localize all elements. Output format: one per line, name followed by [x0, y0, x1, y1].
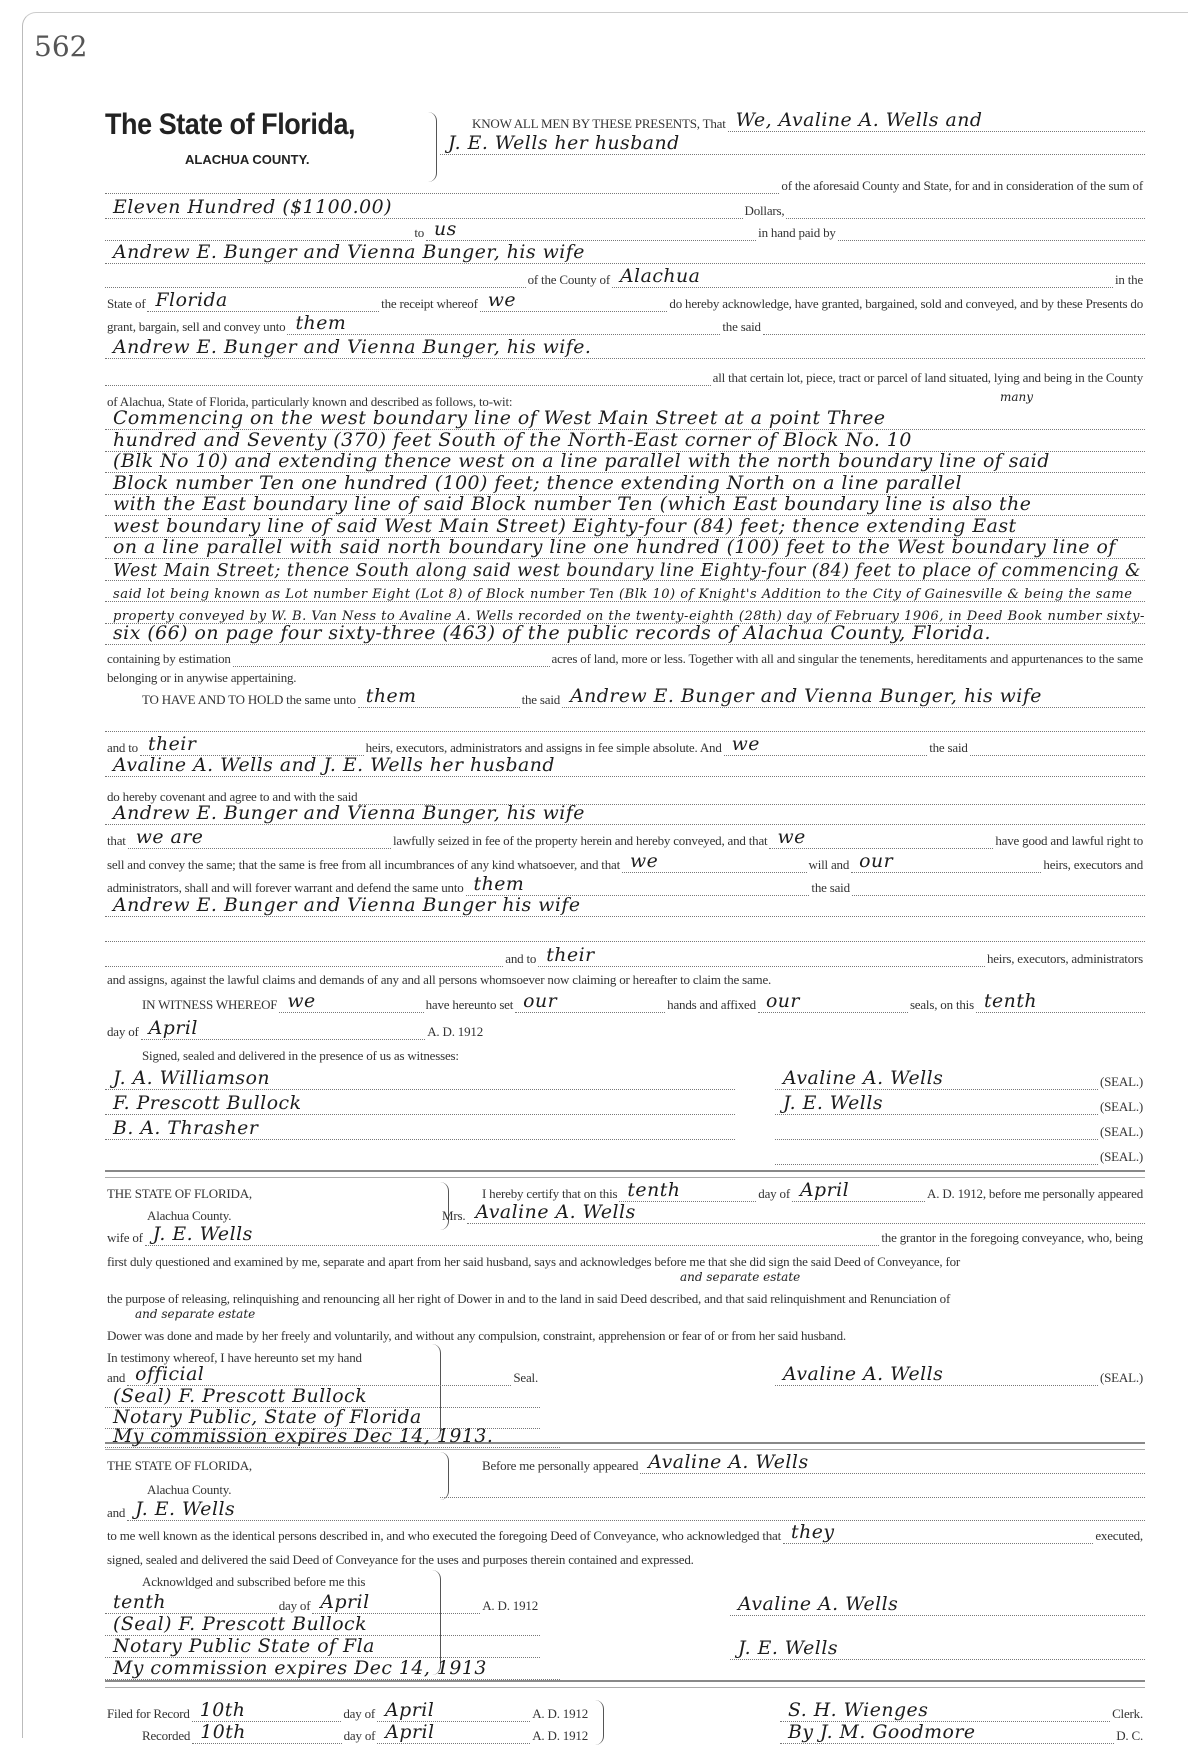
handwritten-entry: Florida	[147, 292, 379, 312]
handwritten-entry: our	[851, 853, 1041, 873]
handwritten-entry: we	[769, 829, 993, 849]
handwritten-entry: Avaline A. Wells	[775, 1070, 1098, 1090]
printed-text: In testimony whereof, I have hereunto set my hand	[107, 1350, 362, 1365]
deed-line	[775, 1093, 1145, 1115]
blank-fill-line	[105, 731, 1145, 732]
deed-line	[480, 1452, 1145, 1474]
blank-fill-line	[838, 240, 1145, 241]
document-title: The State of Florida,	[105, 108, 356, 141]
printed-text: do hereby acknowledge, have granted, bargained, sold and conveyed, and by these Presents do	[669, 296, 1143, 311]
printed-text: D. C.	[1116, 1728, 1143, 1743]
handwritten-entry: April	[312, 1594, 480, 1614]
printed-text: Alachua County.	[147, 1208, 232, 1223]
deed-line	[105, 1522, 1145, 1544]
printed-text: in hand paid by	[758, 225, 836, 240]
printed-text: of Alachua, State of Florida, particularly known and described as follows, to-wit:	[107, 394, 513, 409]
handwritten-entry: their	[140, 736, 364, 756]
handwritten-entry: My commission expires Dec 14, 1913	[105, 1660, 560, 1680]
printed-text: Dollars,	[744, 203, 785, 218]
handwritten-entry: Avaline A. Wells	[640, 1454, 1145, 1474]
printed-text: heirs, executors and	[1043, 857, 1143, 872]
interlineation: and separate estate	[135, 1307, 256, 1321]
printed-text: containing by estimation	[107, 651, 231, 666]
interlineation: and separate estate	[680, 1270, 801, 1284]
blank-fill-line	[105, 385, 711, 386]
handwritten-entry: J. E. Wells	[145, 1226, 880, 1246]
handwritten-entry: J. E. Wells	[127, 1501, 1145, 1521]
deed-line	[145, 1202, 380, 1224]
printed-text: have hereunto set	[425, 997, 514, 1012]
deed-line	[105, 559, 1145, 581]
handwritten-entry: said lot being known as Lot number Eight (Lot 8) of Block number Ten (Blk 10) of Knight's Addition to the City of Gainesville & being the same	[105, 588, 1145, 602]
brace	[595, 1700, 604, 1745]
deed-line	[440, 1202, 1145, 1224]
deed-line	[105, 755, 1145, 777]
printed-text: heirs, executors, administrators	[986, 951, 1143, 966]
printed-text: A. D. 1912	[532, 1706, 588, 1721]
printed-text: TO HAVE AND TO HOLD the same unto	[142, 692, 356, 707]
handwritten-entry: Andrew E. Bunger and Vienna Bunger, his wife	[105, 244, 1145, 264]
printed-text: Signed, sealed and delivered in the presence of us as witnesses:	[142, 1048, 459, 1063]
deed-line	[140, 686, 1145, 708]
printed-text: lawfully seized in fee of the property herein and hereby conveyed, and that	[392, 833, 768, 848]
printed-text: in the	[1114, 272, 1144, 287]
printed-text: (SEAL.)	[1099, 1149, 1143, 1164]
handwritten-entry: them	[358, 688, 520, 708]
printed-text: THE STATE OF FLORIDA,	[107, 1458, 252, 1473]
deed-line	[105, 1248, 1145, 1270]
printed-text: day of	[278, 1598, 311, 1613]
deed-line	[105, 710, 1145, 732]
deed-line	[105, 851, 1145, 873]
deed-line	[105, 494, 1145, 516]
deed-line	[105, 1180, 380, 1202]
deed-line	[140, 991, 1145, 1013]
blank-fill-line	[105, 287, 526, 288]
section-divider	[105, 1680, 1145, 1688]
printed-text: and	[107, 1370, 126, 1385]
deed-line	[140, 1042, 700, 1064]
printed-text: and	[107, 1505, 126, 1520]
deed-line	[105, 473, 1145, 495]
printed-text: the said	[811, 880, 850, 895]
printed-text: Dower was done and made by her freely and voluntarily, and without any compulsion, constraint, apprehension or fear of or from her said husband.	[107, 1328, 846, 1343]
deed-line	[105, 1452, 380, 1474]
deed-line	[105, 408, 1145, 430]
handwritten-entry: tenth	[619, 1182, 756, 1202]
deed-line	[105, 242, 1145, 264]
handwritten-entry: (Seal) F. Prescott Bullock	[105, 1616, 540, 1636]
printed-text: KNOW ALL MEN BY THESE PRESENTS, That	[472, 116, 726, 131]
printed-text: A. D. 1912	[427, 1024, 483, 1039]
deed-line	[105, 451, 1145, 473]
printed-text: Filed for Record	[107, 1706, 190, 1721]
deed-line	[105, 1658, 560, 1680]
deed-line	[105, 516, 1145, 538]
handwritten-entry: Notary Public State of Fla	[105, 1638, 540, 1658]
handwritten-entry: F. Prescott Bullock	[105, 1095, 735, 1115]
printed-text: wife of	[107, 1230, 143, 1245]
deed-line	[775, 1118, 1145, 1140]
handwritten-entry: Andrew E. Bunger and Vienna Bunger his wife	[105, 897, 1145, 917]
printed-text: Seal.	[513, 1370, 538, 1385]
interlineation: many	[1000, 390, 1034, 404]
deed-line	[105, 172, 1145, 194]
deed-line	[105, 1386, 540, 1408]
deed-line	[105, 1364, 540, 1386]
handwritten-entry: property conveyed by W. B. Van Ness to Avaline A. Wells recorded on the twenty-eighth (28th) day of February 1906, in Deed Book number sixty-	[105, 610, 1145, 624]
deed-line	[105, 1700, 590, 1722]
deed-line	[105, 388, 1145, 410]
printed-text: (SEAL.)	[1099, 1124, 1143, 1139]
handwritten-entry: Avaline A. Wells and J. E. Wells her husband	[105, 757, 1145, 777]
deed-line	[105, 783, 1145, 805]
deed-line	[105, 1426, 560, 1448]
section-divider	[105, 1170, 1145, 1178]
handwritten-entry: six (66) on page four sixty-three (463) of the public records of Alachua County, Florida.	[105, 625, 1145, 645]
printed-text: of the County of	[527, 272, 610, 287]
handwritten-entry: West Main Street; thence South along said west boundary line Eighty-four (84) feet to place of commencing &	[105, 563, 1145, 581]
deed-line	[105, 623, 1145, 645]
printed-text: A. D. 1912	[482, 1598, 538, 1613]
printed-text: belonging or in anywise appertaining.	[107, 670, 297, 685]
handwritten-entry: their	[538, 947, 985, 967]
handwritten-entry: B. A. Thrasher	[105, 1120, 735, 1140]
handwritten-entry: official	[127, 1366, 511, 1386]
handwritten-entry: we	[724, 736, 928, 756]
deed-line	[105, 537, 1145, 559]
blank-fill-line	[105, 240, 412, 241]
blank-fill-line	[105, 193, 779, 194]
printed-text: (SEAL.)	[1099, 1099, 1143, 1114]
printed-text: Mrs.	[442, 1208, 466, 1223]
blank-fill-line	[763, 334, 1145, 335]
deed-line	[105, 337, 1145, 359]
printed-text: grant, bargain, sell and convey unto	[107, 319, 286, 334]
printed-text: day of	[343, 1706, 376, 1721]
printed-text: the said	[929, 740, 968, 755]
deed-line	[105, 313, 1145, 335]
printed-text: executed,	[1095, 1528, 1143, 1543]
printed-text: day of	[343, 1728, 376, 1743]
handwritten-entry: S. H. Wienges	[780, 1702, 1110, 1722]
handwritten-entry: them	[287, 315, 720, 335]
printed-text: (SEAL.)	[1099, 1370, 1143, 1385]
printed-text: Clerk.	[1112, 1706, 1143, 1721]
handwritten-entry: our	[515, 993, 665, 1013]
deed-line	[105, 1636, 540, 1658]
deed-line	[780, 1722, 1145, 1744]
handwritten-entry: April	[141, 1020, 426, 1040]
handwritten-entry: Notary Public, State of Florida	[105, 1409, 540, 1429]
deed-line	[470, 110, 1145, 132]
deed-line	[105, 1546, 1145, 1568]
deed-line	[105, 966, 1145, 988]
blank-fill-line	[440, 1497, 1145, 1498]
handwritten-entry: My commission expires Dec 14, 1913.	[105, 1428, 560, 1448]
deed-line	[105, 1118, 735, 1140]
blank-fill-line	[775, 1139, 1098, 1140]
deed-line	[730, 1638, 1145, 1660]
printed-text: I hereby certify that on this	[482, 1186, 618, 1201]
printed-text: THE STATE OF FLORIDA,	[107, 1186, 252, 1201]
handwritten-entry: Andrew E. Bunger and Vienna Bunger, his wife.	[105, 339, 1145, 359]
deed-line	[775, 1068, 1145, 1090]
handwritten-entry: J. E. Wells her husband	[440, 135, 1145, 155]
handwritten-entry: April	[377, 1702, 530, 1722]
deed-line	[105, 1614, 540, 1636]
handwritten-entry: we	[480, 292, 668, 312]
printed-text: do hereby covenant and agree to and with the said	[107, 789, 358, 804]
handwritten-entry: they	[783, 1524, 1093, 1544]
handwritten-entry: hundred and Seventy (370) feet South of the North-East corner of Block No. 10	[105, 432, 1145, 452]
handwritten-entry: west boundary line of said West Main Street) Eighty-four (84) feet; thence extending East	[105, 518, 1145, 538]
printed-text: Acknowldged and subscribed before me this	[142, 1574, 366, 1589]
printed-text: Before me personally appeared	[482, 1458, 639, 1473]
handwritten-entry: Block number Ten one hundred (100) feet; thence extending North on a line parallel	[105, 475, 1145, 495]
printed-text: day of	[758, 1186, 790, 1201]
handwritten-entry: them	[466, 876, 810, 896]
printed-text: Alachua County.	[147, 1482, 232, 1497]
handwritten-entry: Eleven Hundred ($1100.00)	[105, 199, 743, 219]
deed-line	[105, 266, 1145, 288]
printed-text: day of	[107, 1024, 139, 1039]
printed-text: A. D. 1912	[532, 1728, 589, 1743]
printed-text: State of	[107, 296, 146, 311]
printed-text: to	[414, 225, 425, 240]
printed-text: that	[107, 833, 126, 848]
handwritten-entry: Andrew E. Bunger and Vienna Bunger, his wife	[105, 805, 1145, 825]
printed-text: and to	[107, 740, 138, 755]
handwritten-entry: our	[758, 993, 908, 1013]
handwritten-entry: us	[426, 221, 756, 241]
county-heading: ALACHUA COUNTY.	[185, 152, 310, 167]
deed-line	[440, 133, 1145, 155]
deed-line	[105, 219, 1145, 241]
printed-text: the receipt whereof	[381, 296, 478, 311]
deed-line	[105, 580, 1145, 602]
printed-text: have good and lawful right to	[995, 833, 1143, 848]
handwritten-entry: J. E. Wells	[730, 1640, 1145, 1660]
deed-line	[105, 874, 1145, 896]
deed-line	[730, 1594, 1145, 1616]
deed-line	[105, 430, 1145, 452]
printed-text: the said	[722, 319, 761, 334]
handwritten-entry: 10th	[192, 1724, 341, 1744]
printed-text: heirs, executors, administrators and assigns in fee simple absolute. And	[365, 740, 722, 755]
handwritten-entry: Avaline A. Wells	[775, 1366, 1098, 1386]
deed-line	[140, 1722, 590, 1744]
printed-text: (SEAL.)	[1099, 1074, 1143, 1089]
printed-text: A. D. 1912, before me personally appeared	[927, 1186, 1144, 1201]
deed-line	[480, 1180, 1145, 1202]
printed-text: sell and convey the same; that the same is free from all incumbrances of any kind whatsoever, and that	[107, 857, 620, 872]
handwritten-entry: (Seal) F. Prescott Bullock	[105, 1388, 540, 1408]
deed-line	[105, 945, 1145, 967]
deed-line	[105, 895, 1145, 917]
handwritten-entry: 10th	[192, 1702, 342, 1722]
printed-text: Recorded	[142, 1728, 191, 1743]
deed-line	[105, 1322, 1145, 1344]
deed-line	[105, 827, 1145, 849]
printed-text: the grantor in the foregoing conveyance, who, being	[881, 1230, 1143, 1245]
deed-line	[105, 1285, 1145, 1307]
handwritten-entry: (Blk No 10) and extending thence west on a line parallel with the north boundary line of said	[105, 453, 1145, 473]
handwritten-entry: By J. M. Goodmore	[780, 1724, 1114, 1744]
deed-line	[105, 290, 1145, 312]
deed-line	[105, 1018, 485, 1040]
deed-line	[105, 1068, 735, 1090]
printed-text: signed, sealed and delivered the said Deed of Conveyance for the uses and purposes therein contained and expressed.	[107, 1552, 694, 1567]
handwritten-entry: J. E. Wells	[775, 1095, 1098, 1115]
handwritten-entry: Avaline A. Wells	[467, 1204, 1145, 1224]
handwritten-entry: tenth	[105, 1594, 277, 1614]
printed-text: to me well known as the identical persons described in, and who executed the foregoing Deed of Conveyance, who acknowledged that	[107, 1528, 782, 1543]
deed-line	[105, 1093, 735, 1115]
printed-text: acres of land, more or less. Together with all and singular the tenements, hereditaments and appurtenances to the same	[551, 651, 1143, 666]
deed-line	[105, 803, 1145, 825]
handwritten-entry: we	[279, 993, 423, 1013]
page-number: 562	[34, 30, 88, 63]
deed-line	[105, 920, 1145, 942]
deed-line	[105, 1592, 540, 1614]
deed-line	[775, 1143, 1145, 1165]
printed-text: first duly questioned and examined by me, separate and apart from her said husband, says and acknowledges before me that she did sign the said Deed of Conveyance, for	[107, 1254, 961, 1269]
handwritten-entry: April	[377, 1724, 530, 1744]
deed-line	[780, 1700, 1145, 1722]
handwritten-entry: with the East boundary line of said Block number Ten (which East boundary line is also the	[105, 496, 1145, 516]
handwritten-entry: we are	[128, 829, 391, 849]
handwritten-entry: Alachua	[612, 268, 1113, 288]
handwritten-entry: Andrew E. Bunger and Vienna Bunger, his wife	[562, 688, 1145, 708]
handwritten-entry: tenth	[976, 993, 1145, 1013]
printed-text: hands and affixed	[667, 997, 756, 1012]
deed-line	[105, 1224, 1145, 1246]
deed-line	[105, 664, 1145, 686]
deed-line	[440, 1476, 1145, 1498]
printed-text: IN WITNESS WHEREOF	[142, 997, 278, 1012]
printed-text: seals, on this	[909, 997, 974, 1012]
blank-fill-line	[775, 1164, 1098, 1165]
blank-fill-line	[105, 941, 1145, 942]
printed-text: and to	[505, 951, 537, 966]
deed-line	[105, 364, 1145, 386]
deed-line	[140, 1568, 540, 1590]
handwritten-entry: Avaline A. Wells	[730, 1596, 1145, 1616]
printed-text: of the aforesaid County and State, for and in consideration of the sum of	[781, 178, 1143, 193]
printed-text: administrators, shall and will forever warrant and defend the same unto	[107, 880, 464, 895]
deed-line	[105, 734, 1145, 756]
printed-text: the said	[521, 692, 561, 707]
handwritten-entry: J. A. Williamson	[105, 1070, 735, 1090]
deed-line	[775, 1364, 1145, 1386]
deed-line	[105, 197, 1145, 219]
handwritten-entry: on a line parallel with said north boundary line one hundred (100) feet to the West boundary line of	[105, 539, 1145, 559]
deed-line	[105, 602, 1145, 624]
deed-line	[105, 1499, 1145, 1521]
deed-line	[105, 1344, 540, 1366]
printed-text: and assigns, against the lawful claims and demands of any and all persons whomsoever now claiming or hereafter to claim the same.	[107, 972, 772, 987]
handwritten-entry: Commencing on the west boundary line of West Main Street at a point Three	[105, 410, 1145, 430]
handwritten-entry: We, Avaline A. Wells and	[728, 112, 1145, 132]
printed-text: will and	[808, 857, 850, 872]
handwritten-entry: April	[792, 1182, 925, 1202]
handwritten-entry: we	[622, 853, 807, 873]
deed-line	[145, 1476, 330, 1498]
printed-text: all that certain lot, piece, tract or parcel of land situated, lying and being in the County	[712, 370, 1143, 385]
printed-text: the purpose of releasing, relinquishing and renouncing all her right of Dower in and to the land in said Deed described, and that said relinquishment and Renunciation of	[107, 1291, 951, 1306]
